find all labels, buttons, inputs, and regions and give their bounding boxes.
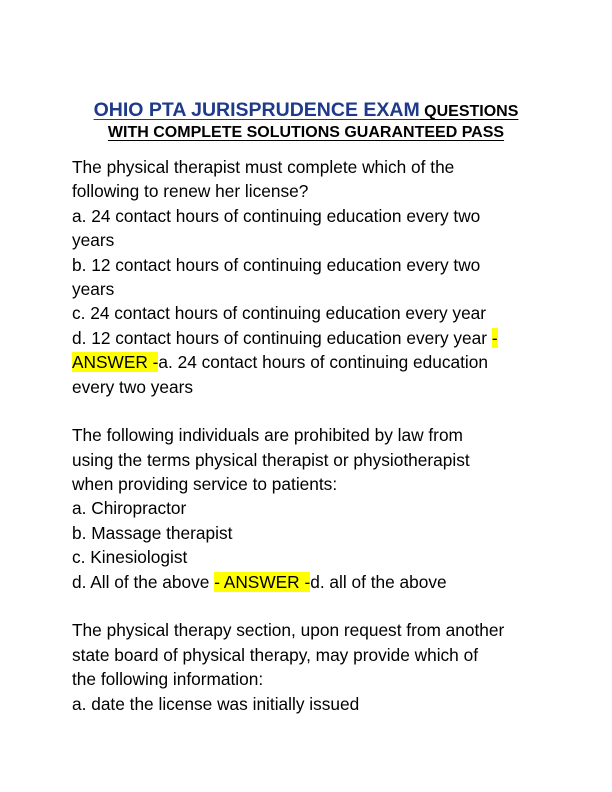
exam-title: OHIO PTA JURISPRUDENCE EXAM [93,99,420,121]
answer-marker-highlight: ANSWER - [72,352,159,373]
answer-option: d. 12 contact hours of continuing education every year [72,327,492,348]
exam-subtitle: WITH COMPLETE SOLUTIONS GUARANTEED PASS [107,124,505,141]
question-block-1 [72,155,552,399]
document-title-line-1 [0,99,612,122]
answer-line [72,350,552,374]
question-stem-line: following to renew her license? [72,181,309,202]
answer-option: years [72,278,115,299]
answer-option: a. Chiropractor [72,498,187,519]
question-stem-line: The physical therapist must complete which of the [72,157,455,177]
document-title-line-2 [0,124,612,142]
correct-answer-text: d. all of the above [310,571,447,592]
answer-option: years [72,230,115,251]
answer-marker-highlight: - [491,327,498,348]
question-stem-line: using the terms physical therapist or physiotherapist [72,449,470,470]
answer-line [72,570,552,594]
question-stem-line: The following individuals are prohibited by law from [72,425,463,446]
answer-option: a. date the license was initially issued [72,693,360,714]
answer-option: c. Kinesiologist [72,547,188,568]
answer-option: b. Massage therapist [72,522,233,543]
paragraph-spacer [72,399,552,423]
paragraph-spacer [72,594,552,618]
answer-marker-highlight: - ANSWER - [214,571,311,592]
answer-option: c. 24 contact hours of continuing education every year [72,303,487,324]
question-block-3 [72,618,552,716]
questions-body [72,155,552,716]
correct-answer-text: a. 24 contact hours of continuing education [158,352,488,373]
exam-title-suffix: QUESTIONS [419,103,519,120]
question-stem-line: the following information: [72,669,264,690]
question-stem-line: state board of physical therapy, may provide which of [72,644,478,665]
correct-answer-text-continued: every two years [72,376,194,397]
question-stem-line: The physical therapy section, upon request from another [72,620,505,641]
answer-option: b. 12 contact hours of continuing education every two [72,254,481,275]
question-stem-line: when providing service to patients: [72,474,338,495]
question-block-2 [72,423,552,594]
answer-option: a. 24 contact hours of continuing education every two [72,205,481,226]
answer-option-with-marker [72,326,552,350]
answer-option: d. All of the above [72,571,215,592]
